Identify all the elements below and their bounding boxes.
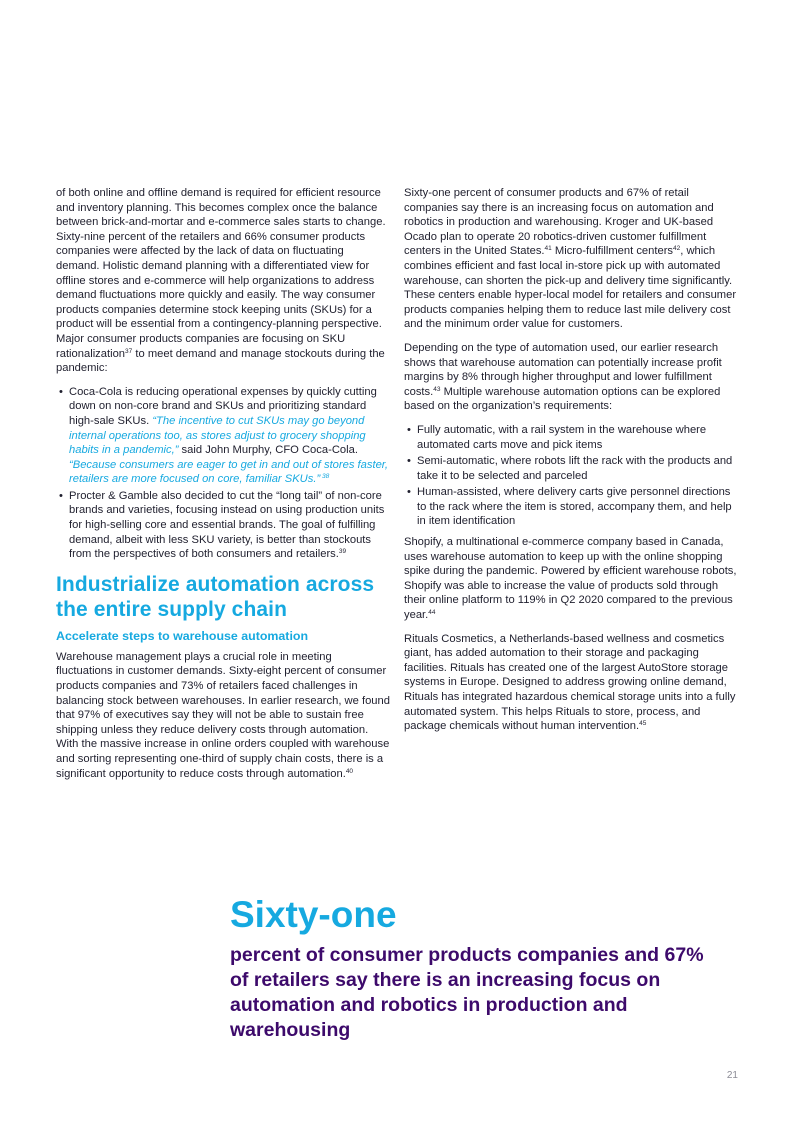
- footnote-ref: 41: [544, 245, 552, 253]
- paragraph-text: Warehouse management plays a crucial role in meeting fluctuations in customer demands. Sixty-eight percent of consumer products companies and 73% of retailers faced challenges in balancing stock between warehouses. In earlier research, we found that 97% of executives say they will not be able to sustain free shipping unless they reduce delivery costs through automation. With the massive increase in online orders coupled with warehouse and sorting representing one-third of supply chain costs, there is a significant opportunity to reduce costs through automation.: [56, 650, 390, 780]
- footnote-ref: 40: [345, 767, 354, 775]
- list-item: • Semi-automatic, where robots lift the rack with the products and take it to be selected and parceled: [404, 454, 738, 483]
- paragraph-text: of both online and offline demand is required for efficient resource and inventory planning. This becomes complex once the balance between brick-and-mortar and e-commerce sales starts to change. Sixty-nine percent of the retailers and 66% consumer products companies were affected by the lack of data on fluctuating demand. Holistic demand planning with a differentiated view for offline stores and e-commerce will help organizations to address demand fluctuations more quickly and easily. The way consumer products companies determine stock keeping units (SKUs) for a product will be essential from a contingency-planning perspective. Major consumer products companies are focusing on SKU rationalization: [56, 187, 386, 360]
- body-paragraph: [56, 186, 390, 376]
- paragraph-text: Multiple warehouse automation options can be explored based on the organization’s requirements:: [404, 385, 721, 413]
- list-item-text: said John Murphy, CFO Coca-Cola.: [178, 444, 358, 457]
- footnote-ref: 42: [673, 245, 681, 253]
- callout-text: percent of consumer products companies and 67% of retailers say there is an increasing focus on automation and robotics in production and warehousing: [230, 944, 704, 1041]
- bullet-list: [56, 385, 390, 562]
- section-heading: Industrialize automation across the entire supply chain: [56, 572, 375, 621]
- footnote-ref: 45: [639, 720, 647, 728]
- body-paragraph: [404, 632, 738, 734]
- page-number: 21: [726, 1070, 738, 1081]
- paragraph-text: Sixty-one percent of consumer products and 67% of retail companies say there is an increasing focus on automation and robotics in production and warehousing. Kroger and UK-based Ocado plan to operate 20 robotics-driven customer fulfillment centers in the United States.: [404, 187, 714, 258]
- list-item: • Fully automatic, with a rail system in the warehouse where automated carts move and pick items: [404, 423, 738, 452]
- body-paragraph: [404, 186, 738, 332]
- footnote-ref: 44: [428, 609, 436, 617]
- quote-text: “The incentive to cut SKUs may go beyond internal operations too, as stores adjust to grocery shopping habits in a pandemic,”: [69, 414, 366, 457]
- subsection-heading: Accelerate steps to warehouse automation: [56, 628, 309, 643]
- list-item-text: Coca-Cola is reducing operational expenses by quickly cutting down on non-core brand and SKUs and prioritizing standard high-sale SKUs.: [69, 385, 377, 427]
- paragraph-text: Rituals Cosmetics, a Netherlands-based wellness and cosmetics giant, has added automation to their storage and packaging facilities. Rituals has created one of the largest AutoStore storage systems in Europe. Designed to address growing online demand, Rituals has integrated hazardous chemical storage units into a fully automated system. This helps Rituals to store, process, and package chemicals without human intervention.: [404, 632, 736, 733]
- bullet-list: [404, 423, 738, 529]
- quote-text: “Because consumers are eager to get in and out of stores faster, retailers are more focused on core, familiar SKUs.”: [69, 458, 389, 486]
- footnote-ref: 38: [320, 473, 330, 481]
- left-column: [56, 186, 390, 790]
- paragraph-text: to meet demand and manage stockouts during the pandemic:: [56, 347, 385, 375]
- body-paragraph: [404, 535, 738, 623]
- paragraph-text: Depending on the type of automation used, our earlier research shows that warehouse automation can potentially increase profit margins by 8% through higher throughput and lower fulfillment costs.: [404, 341, 722, 398]
- list-item-text: Procter & Gamble also decided to cut the “long tail” of non-core brands and varieties, focusing instead on using production units for high-selling core and essential brands. The goal of fulfilling demand, albeit with less SKU variety, is better than stockouts from the perspectives of both consumers and retailers.: [69, 489, 385, 561]
- paragraph-text: Micro-fulfillment centers: [551, 245, 674, 258]
- list-item: [56, 489, 390, 562]
- paragraph-text: , which combines efficient and fast local in-store pick up with automated warehouse, can shorten the pick-up and delivery time significantly. These centers enable hyper-local model for retailers and consumer products companies helping them to reduce last mile delivery cost and the minimum order value for customers.: [404, 245, 737, 331]
- paragraph-text: Shopify, a multinational e-commerce company based in Canada, uses warehouse automation to keep up with the online shopping spike during the pandemic. Powered by efficient warehouse robots, Shopify was able to increase the value of products sold through their online platform to 119% in Q2 2020 compared to the previous year.: [404, 536, 737, 622]
- footnote-ref: 43: [433, 385, 441, 393]
- footnote-ref: 39: [338, 548, 347, 556]
- body-paragraph: [56, 650, 390, 781]
- list-item: • Human-assisted, where delivery carts give personnel directions to the rack where the item is stored, accompany them, and help in item identification: [404, 485, 738, 529]
- callout-stat: Sixty-one: [230, 894, 397, 935]
- body-paragraph: [404, 341, 738, 414]
- list-item: [56, 385, 390, 487]
- right-column: [404, 186, 738, 743]
- footnote-ref: 37: [125, 347, 133, 355]
